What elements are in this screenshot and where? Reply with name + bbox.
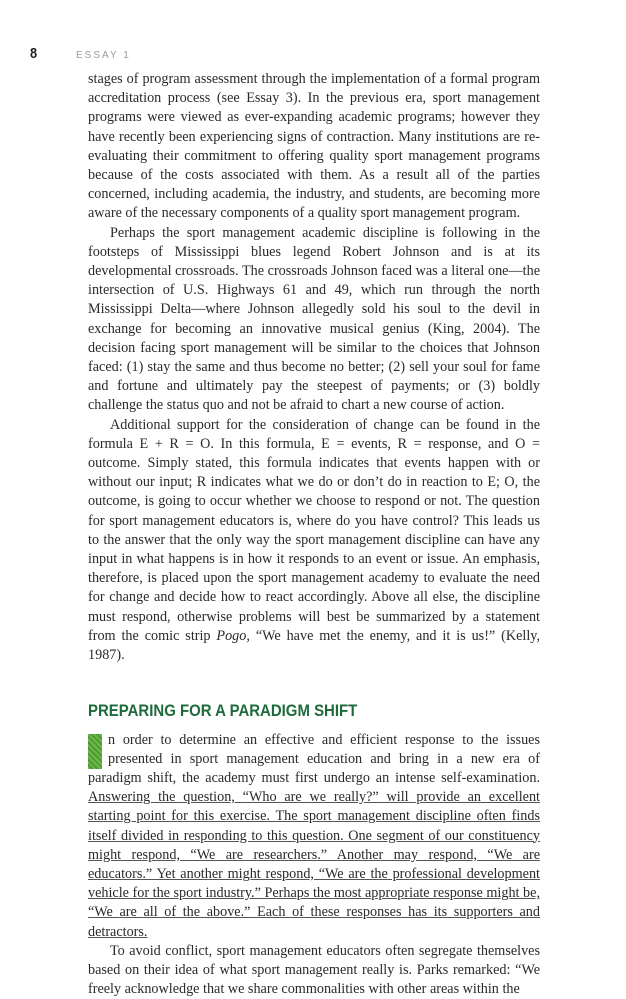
paragraph-5: To avoid conflict, sport management educators often segregate themselves based on their idea of what sport management really is. Parks remarked: “We freely acknowledge that we share commonalities with other areas within the — [88, 942, 540, 998]
body-text — [88, 70, 540, 999]
paragraph-3-end: “We have met the enemy, and it is us!” (Kelly, 1987). — [88, 627, 540, 664]
page-number: 8 — [30, 45, 38, 62]
section-label: ESSAY 1 — [76, 50, 131, 61]
underlined-passage: Answering the question, “Who are we really?” will provide an excellent starting point for this exercise. The sport management discipline often finds itself divided in responding to this question. One segment of our constituency might respond, “We are researchers.” Another may respond, “We are educators.” Yet another might respond, “We are the professional development vehicle for the sport industry.” Perhaps the most appropriate response might be, “We are all of the above.” Each of these responses has its supporters and detractors. — [88, 789, 540, 940]
pogo-title: Pogo, — [216, 627, 250, 644]
paragraph-1: stages of program assessment through the implementation of a formal program accreditation process (see Essay 3). In the previous era, sport management programs were viewed as ever-expanding academic programs; however they have recently been experiencing signs of contraction. Many institutions are re-evaluating their commitment to offering quality sport management programs because of the costs associated with them. As a result all of the parties concerned, including academia, the industry, and students, are becoming more aware of the necessary components of a quality sport management program. — [88, 71, 540, 222]
dropcap-icon — [88, 734, 102, 769]
paragraph-3-main: Additional support for the consideration of change can be found in the formula E + R = O. In this formula, E = events, R = response, and O = outcome. Simply stated, this formula indicates that events happen with or without our input; R indicates what we do or don’t do in reaction to E; O, the outcome, is going to occur whether we choose to respond or not. The question for sport management educators is, where do you have control? This leads us to the answer that the only way the sport management discipline can have any input in what happens is in how it responds to an event or issue. An emphasis, therefore, is placed upon the sport management academy to evaluate the need for change and decide how to react accordingly. Above all else, the discipline must respond, otherwise problems will best be summarized by a statement from the comic strip — [88, 416, 540, 644]
paragraph-2: Perhaps the sport management academic discipline is following in the footsteps of Mississippi blues legend Robert Johnson and is at its developmental crossroads. The crossroads Johnson faced was a literal one—the intersection of U.S. Highways 61 and 49, which run through the north Mississippi Delta—where Johnson allegedly sold his soul to the devil in exchange for becoming an innovative musical genius (King, 2004). The decision facing sport management will be similar to the choices that Johnson faced: (1) stay the same and thus become no better; (2) sell your soul for fame and fortune and ultimately pay the steepest of payments; or (3) boldly challenge the status quo and not be afraid to chart a new course of action. — [88, 224, 540, 414]
paragraph-3 — [88, 416, 540, 666]
running-head — [30, 45, 131, 62]
paragraph-4 — [88, 731, 540, 942]
section-heading: PREPARING FOR A PARADIGM SHIFT — [88, 701, 358, 721]
paragraph-4-plain: n order to determine an effective and efficient response to the issues presented in sport management education and bring in a new era of paradigm shift, the academy must first undergo an intense self-examination. — [88, 731, 540, 786]
